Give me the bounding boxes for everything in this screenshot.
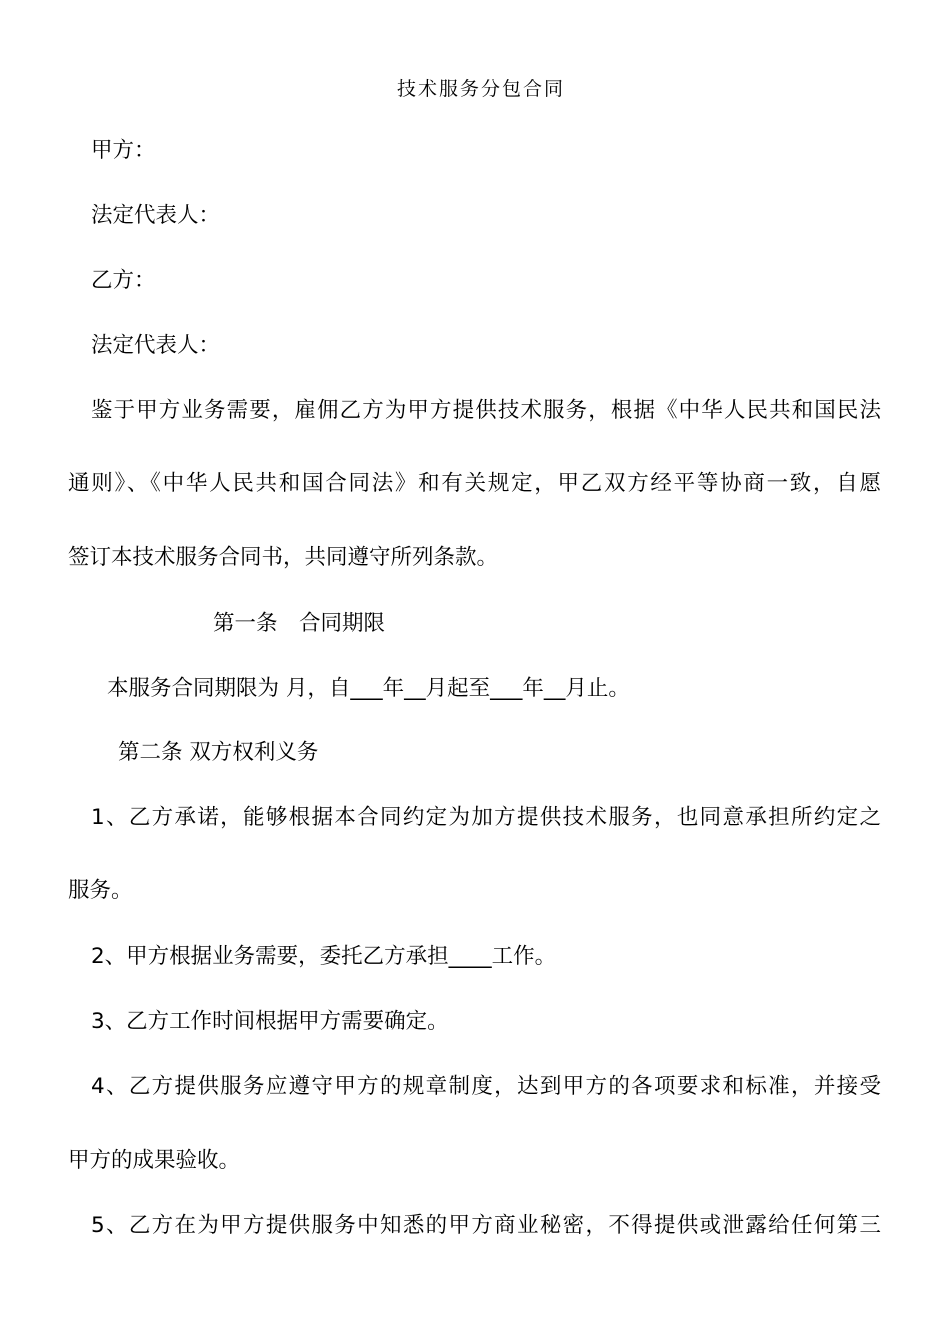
party-a-representative-label: 法定代表人： bbox=[91, 203, 221, 228]
clause-5-line-1: 5、乙方在为甲方提供服务中知悉的甲方商业秘密，不得提供或泄露给任何第三 bbox=[91, 1213, 881, 1238]
clause-1-line-2: 服务。 bbox=[68, 878, 133, 903]
party-a-label: 甲方： bbox=[91, 138, 156, 163]
article-2-heading: 第二条 双方权利义务 bbox=[118, 740, 319, 765]
preamble-line-1: 鉴于甲方业务需要，雇佣乙方为甲方提供技术服务，根据《中华人民共和国民法 bbox=[91, 398, 881, 423]
clause-4-line-2: 甲方的成果验收。 bbox=[68, 1148, 241, 1173]
clause-1-line-1: 1、乙方承诺，能够根据本合同约定为加方提供技术服务，也同意承担所约定之 bbox=[91, 805, 881, 830]
document-title: 技术服务分包合同 bbox=[397, 78, 566, 100]
clause-4-line-1: 4、乙方提供服务应遵守甲方的规章制度，达到甲方的各项要求和标准，并接受 bbox=[91, 1074, 881, 1099]
party-b-label: 乙方： bbox=[91, 268, 156, 293]
clause-3: 3、乙方工作时间根据甲方需要确定。 bbox=[91, 1009, 449, 1034]
article-1-text: 本服务合同期限为 月，自___年__月起至___年__月止。 bbox=[107, 676, 630, 701]
preamble-line-3: 签订本技术服务合同书，共同遵守所列条款。 bbox=[68, 545, 499, 570]
party-b-representative-label: 法定代表人： bbox=[91, 333, 221, 358]
article-1-heading: 第一条 合同期限 bbox=[213, 611, 386, 636]
preamble-line-2: 通则》、《中华人民共和国合同法》和有关规定，甲乙双方经平等协商一致，自愿 bbox=[68, 471, 881, 496]
clause-2: 2、甲方根据业务需要，委托乙方承担____工作。 bbox=[91, 944, 557, 969]
